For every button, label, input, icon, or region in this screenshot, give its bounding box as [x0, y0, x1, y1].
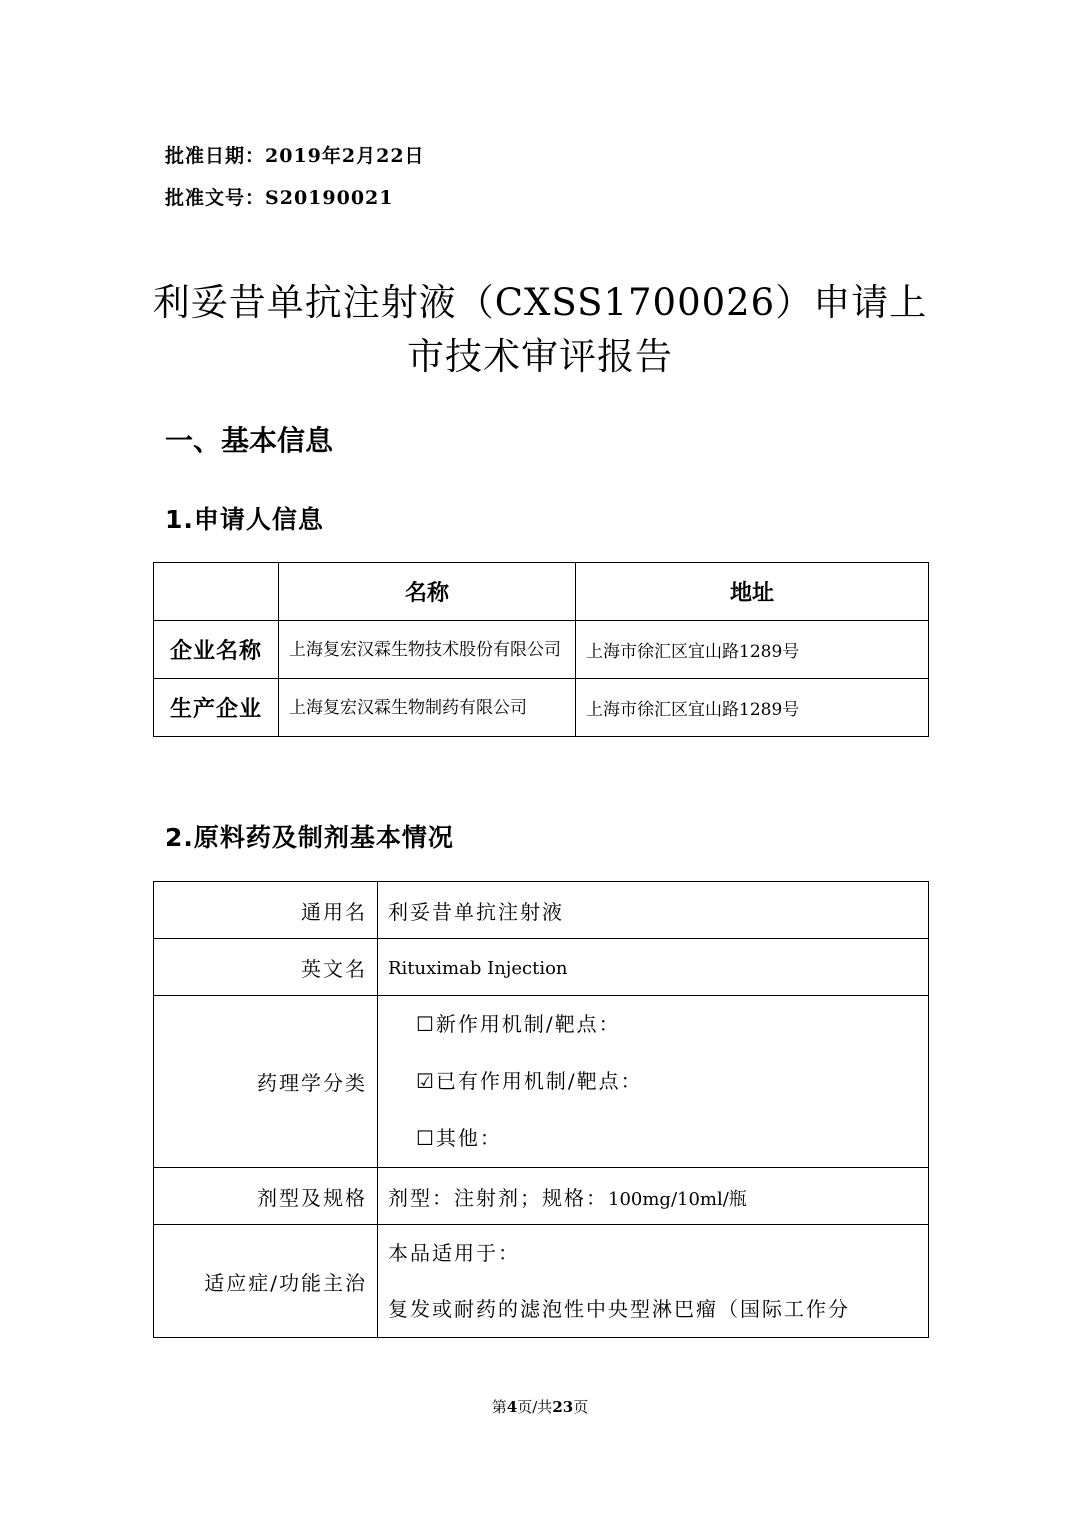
applicant-name: 上海复宏汉霖生物技术股份有限公司 — [279, 621, 576, 679]
table-row — [154, 939, 929, 996]
applicant-table — [153, 562, 929, 737]
applicant-address: 上海市徐汇区宜山路1289号 — [576, 621, 929, 679]
english-name-text: Rituximab Injection — [388, 958, 568, 979]
pharmacology-options — [378, 996, 929, 1168]
indication-value — [378, 1225, 929, 1338]
document-title-line2: 市技术审评报告 — [407, 335, 673, 378]
subsection-heading-drug-info: 2.原料药及制剂基本情况 — [165, 823, 454, 852]
table-row — [154, 1168, 929, 1225]
pharmacology-label: 药理学分类 — [154, 996, 378, 1168]
footer-total-pages: 23 — [552, 1398, 574, 1416]
table-row — [154, 996, 929, 1168]
row-label-manufacturer: 生产企业 — [154, 679, 279, 737]
manufacturer-address: 上海市徐汇区宜山路1289号 — [576, 679, 929, 737]
pharmacology-option-new-mechanism: ☐新作用机制/靶点： — [416, 1012, 621, 1036]
footer-middle: 页/共 — [517, 1398, 553, 1416]
pharmacology-option-other: ☐其他： — [416, 1126, 502, 1150]
table-header-name: 名称 — [279, 563, 576, 621]
indication-line-2: 复发或耐药的滤泡性中央型淋巴瘤（国际工作分 — [388, 1297, 850, 1321]
english-name-label: 英文名 — [154, 939, 378, 996]
dosage-form-label: 剂型及规格 — [154, 1168, 378, 1225]
dosage-form-text: 剂型：注射剂；规格： — [388, 1185, 608, 1210]
english-name-value — [378, 939, 929, 996]
table-header-address: 地址 — [576, 563, 929, 621]
approval-date: 批准日期：2019年2月22日 — [165, 145, 425, 167]
page-footer — [0, 1396, 1080, 1417]
section-heading-basic-info: 一、基本信息 — [165, 424, 334, 457]
document-title-line1: 利妥昔单抗注射液（CXSS1700026）申请上 — [152, 281, 928, 324]
manufacturer-name: 上海复宏汉霖生物制药有限公司 — [279, 679, 576, 737]
subsection-heading-applicant: 1.申请人信息 — [165, 505, 324, 534]
footer-prefix: 第 — [491, 1398, 507, 1416]
table-header-row — [154, 563, 929, 621]
approval-number: 批准文号：S20190021 — [165, 187, 394, 209]
drug-info-table — [153, 881, 929, 1338]
document-title — [150, 276, 930, 384]
footer-page-number: 4 — [506, 1398, 518, 1416]
indication-line-1: 本品适用于： — [388, 1241, 520, 1265]
dosage-form-value — [378, 1168, 929, 1225]
table-row — [154, 621, 929, 679]
table-header-blank — [154, 563, 279, 621]
generic-name-value: 利妥昔单抗注射液 — [378, 882, 929, 939]
table-row — [154, 1225, 929, 1338]
dosage-spec-text: 100mg/10ml/瓶 — [608, 1188, 747, 1210]
generic-name-label: 通用名 — [154, 882, 378, 939]
row-label-applicant: 企业名称 — [154, 621, 279, 679]
table-row — [154, 882, 929, 939]
indication-label: 适应症/功能主治 — [154, 1225, 378, 1338]
table-row — [154, 679, 929, 737]
footer-suffix: 页 — [573, 1398, 589, 1416]
pharmacology-option-existing-mechanism: ☑已有作用机制/靶点： — [416, 1069, 643, 1093]
